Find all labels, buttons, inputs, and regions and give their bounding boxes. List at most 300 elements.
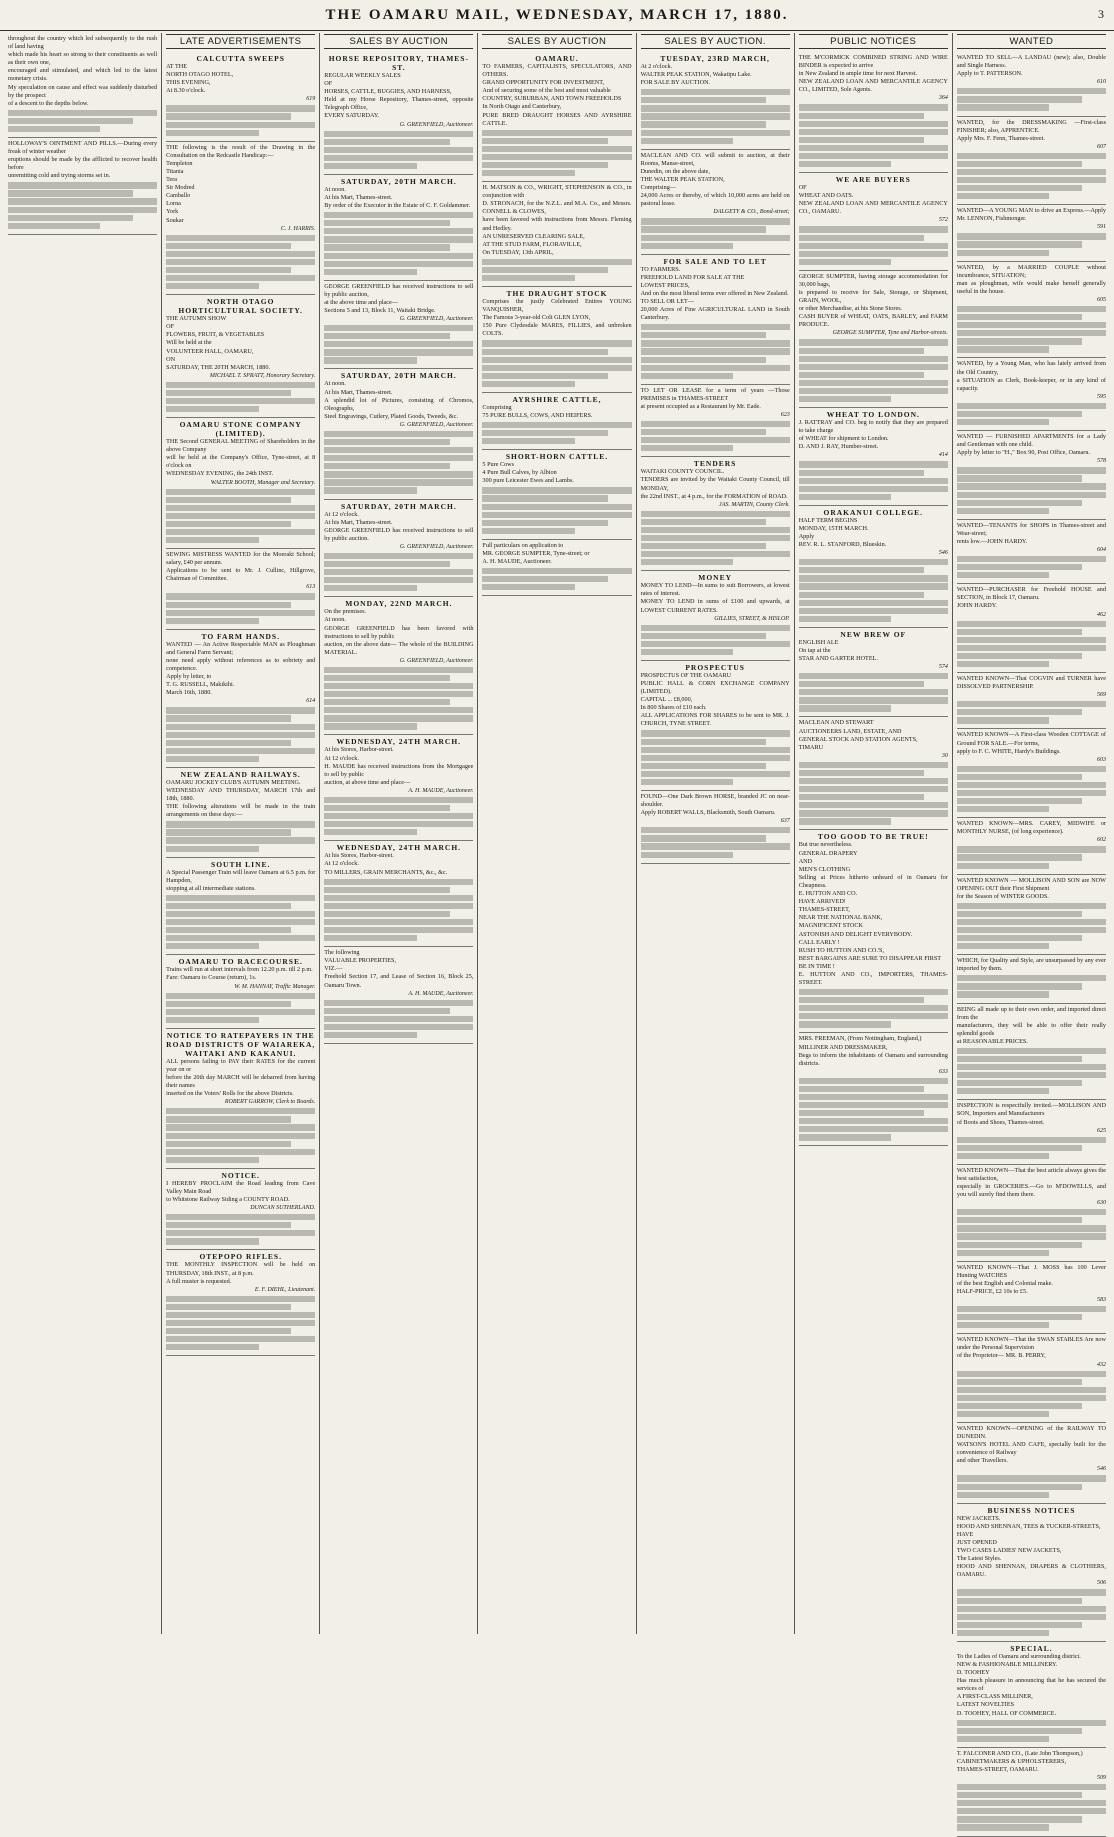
small-print-line xyxy=(957,1784,1106,1790)
small-print-line xyxy=(166,846,258,852)
ad-signature: 604 xyxy=(1096,547,1106,554)
advertisement xyxy=(957,358,1106,431)
ad-line: PURE BRED DRAUGHT HORSES AND AYRSHIRE CATTLE. xyxy=(482,111,632,127)
small-print-line xyxy=(957,177,1106,183)
small-print-line xyxy=(166,993,315,999)
ad-line: MRS. FREEMAN, (From Nottingham, England,) xyxy=(798,1035,922,1043)
ad-line: at the above time and place— xyxy=(324,298,398,306)
ad-body xyxy=(482,184,631,257)
ad-body xyxy=(799,719,948,751)
ad-line: D. TOOHEY xyxy=(956,1669,990,1677)
small-print-line xyxy=(482,430,607,436)
small-print-line xyxy=(166,513,315,519)
small-print-line xyxy=(166,593,315,599)
ad-line: RUSH TO HUTTON AND CO.'S, xyxy=(798,946,885,954)
ad-line: March 16th, 1880. xyxy=(166,689,212,697)
ad-line: At 8.30 o'clock. xyxy=(166,87,206,95)
small-print-line xyxy=(166,935,315,941)
small-print-line xyxy=(957,782,1106,788)
ad-line: Comprises the justly Celebrated Entires YOUNG VANQUISHER, xyxy=(482,298,632,314)
ad-body xyxy=(166,438,315,478)
small-print-line xyxy=(8,215,133,221)
small-print-line xyxy=(957,500,1082,506)
ad-signature: A. H. MAUDE, Auctioneer. xyxy=(408,787,474,794)
ad-line: Held at my Horse Repository, Thames-street, opposite Telegraph Office, xyxy=(324,96,474,112)
ad-line: 4 Pure Bull Calves, by Albion xyxy=(482,469,557,477)
ad-line: REGULAR WEEKLY SALES xyxy=(324,72,401,79)
small-print-line xyxy=(166,1017,258,1023)
advertisement xyxy=(166,142,315,295)
ad-signature: 607 xyxy=(1096,143,1106,150)
ad-line: But true nevertheless. xyxy=(798,841,853,849)
small-print-line xyxy=(324,691,473,697)
small-print-line xyxy=(641,373,733,379)
advertisement xyxy=(8,138,157,235)
ad-body xyxy=(482,461,631,485)
small-print-line xyxy=(957,492,1106,498)
advertisement xyxy=(957,117,1106,206)
small-print-line xyxy=(641,551,790,557)
ad-body xyxy=(957,877,1106,901)
advertisement xyxy=(957,818,1106,874)
small-print-line xyxy=(799,153,948,159)
ad-line: HALF-PRICE, £2 10s to £5. xyxy=(956,1287,1028,1295)
ad-line: CAPITAL ... £8,000, xyxy=(640,696,693,704)
small-print-line xyxy=(957,927,1106,933)
small-print-line xyxy=(957,621,1106,627)
ad-line: WANTED KNOWN—OPENING of the RAILWAY TO DUNEDIN. xyxy=(956,1425,1106,1441)
small-print-line xyxy=(482,349,607,355)
ad-line: D. TOOHEY, HALL OF COMMERCE. xyxy=(956,1709,1057,1717)
ad-line: HOOD AND SHENNAN, TEES & TUCKER-STREETS, xyxy=(956,1522,1101,1530)
small-print-line xyxy=(957,629,1082,635)
small-print-line xyxy=(8,223,100,229)
ad-line: FOR SALE BY AUCTION. xyxy=(640,79,711,87)
small-print-line xyxy=(799,243,948,249)
small-print-line xyxy=(324,155,473,161)
small-print-line xyxy=(957,911,1082,917)
ad-title: OAMARU STONE COMPANY (LIMITED). xyxy=(179,420,302,439)
small-print-line xyxy=(166,1149,315,1155)
ad-line: MACLEAN AND STEWART xyxy=(798,719,874,727)
small-print-line xyxy=(957,1225,1106,1231)
small-print-line xyxy=(166,529,315,535)
advertisement xyxy=(641,52,790,150)
ad-line: WANTED—TENANTS for SHOPS in Thames-street and Wear-street; xyxy=(956,521,1106,537)
small-print-line xyxy=(641,843,790,849)
small-print-line xyxy=(957,1816,1082,1822)
ad-title: NOTICE. xyxy=(221,1170,260,1180)
small-print-line xyxy=(641,527,790,533)
small-print-line xyxy=(641,421,790,427)
ad-signature: G. GREENFIELD, Auctioneer. xyxy=(399,657,474,664)
small-print-line xyxy=(641,445,733,451)
ad-line: H. MATSON & CO., WRIGHT, STEPHENSON & CO., in conjunction with xyxy=(482,184,632,200)
advertisement xyxy=(166,52,315,142)
advertisement xyxy=(957,520,1106,585)
ad-body xyxy=(324,511,473,543)
small-print-line xyxy=(799,113,924,119)
small-print-line xyxy=(166,1222,291,1228)
ad-line: of Boots and Shoes, Thames-street. xyxy=(956,1118,1045,1126)
small-print-line xyxy=(641,97,766,103)
ad-line: JUST OPENED xyxy=(956,1538,997,1546)
small-print-line xyxy=(957,1475,1106,1481)
ad-line: WEDNESDAY EVENING, the 24th INST. xyxy=(166,470,274,478)
ad-signature: 546 xyxy=(1096,1466,1106,1473)
ad-line: NEW ZEALAND LOAN AND MERCANTILE AGENCY CO., OAMARU. xyxy=(798,200,948,216)
ad-body xyxy=(324,949,473,989)
advertisement xyxy=(799,506,948,628)
ad-signature: ROBERT GARROW, Clerk to Boards. xyxy=(224,1099,316,1106)
ad-line: NEW ZEALAND LOAN AND MERCANTILE AGENCY CO., LIMITED, Sole Agents. xyxy=(798,78,948,94)
small-print-line xyxy=(641,852,733,858)
small-print-line xyxy=(324,1016,473,1022)
ad-signature: JAS. MARTIN, County Clerk. xyxy=(719,501,790,508)
small-print-line xyxy=(799,786,948,792)
ad-line: TO FARMERS. xyxy=(640,265,681,273)
small-print-line xyxy=(799,616,891,622)
small-print-line xyxy=(957,322,1106,328)
small-print-line xyxy=(166,1320,315,1326)
ad-line: On tap at the xyxy=(798,646,831,654)
column-heading: WANTED xyxy=(957,34,1106,49)
ad-line: rents low.—JOHN HARDY. xyxy=(956,537,1028,545)
ad-line: 20,000 Acres of Fine AGRICULTURAL LAND in South Canterbury. xyxy=(640,306,790,322)
small-print-line xyxy=(482,365,631,371)
small-print-line xyxy=(957,1614,1106,1620)
small-print-line xyxy=(799,129,948,135)
ad-line: CALL EARLY ! xyxy=(798,938,840,946)
ad-line: GEORGE SUMPTER, having storage accommodation for 30,000 bags, xyxy=(798,272,948,288)
ad-body xyxy=(482,404,631,420)
small-print-line xyxy=(482,138,607,144)
small-print-line xyxy=(482,267,607,273)
ad-title: SOUTH LINE. xyxy=(211,859,271,869)
ad-line: 5 Pure Cows xyxy=(482,461,515,469)
ad-line: At 12 o'clock. xyxy=(324,754,359,762)
small-print-line xyxy=(8,198,157,204)
masthead xyxy=(0,0,1114,31)
small-print-line xyxy=(957,1589,1106,1595)
advertisement xyxy=(641,385,790,458)
small-print-line xyxy=(641,835,766,841)
ad-line: in New Zealand in ample time for next Harvest. xyxy=(798,70,918,78)
ad-title: SATURDAY, 20TH MARCH. xyxy=(340,501,457,511)
small-print-line xyxy=(166,390,291,396)
small-print-line xyxy=(166,267,291,273)
ad-line: WANTED—A YOUNG MAN to drive an Express.—Apply Mr. LENNON, Fishmonger. xyxy=(956,207,1106,223)
ad-line: On TUESDAY, 13th APRIL, xyxy=(482,248,554,256)
small-print-line xyxy=(641,747,790,753)
small-print-line xyxy=(324,585,416,591)
ad-line: BE IN TIME ! xyxy=(798,962,835,970)
small-print-line xyxy=(799,673,948,679)
small-print-line xyxy=(799,470,924,476)
ad-line: 24,000 Acres or thereby, of which 10,000 acres are held on pastoral lease. xyxy=(640,192,790,208)
small-print-line xyxy=(482,259,631,265)
small-print-line xyxy=(799,1086,924,1092)
small-print-line xyxy=(957,935,1082,941)
ad-signature: 572 xyxy=(938,217,948,224)
small-print-line xyxy=(957,1145,1082,1151)
ad-line: The Famous 3-year-old Colt GLEN LYON, xyxy=(482,314,591,322)
ad-line: Apply by letter, to xyxy=(166,673,212,681)
small-print-line xyxy=(957,475,1082,481)
ad-line: TO FARMERS, CAPITALISTS, SPECULATORS, AND OTHERS. xyxy=(482,63,632,79)
ad-line: And of securing some of the best and most valuable xyxy=(482,87,611,95)
small-print-line xyxy=(957,1800,1106,1806)
ad-body xyxy=(641,468,790,500)
small-print-line xyxy=(324,813,473,819)
ad-signature: DALGETY & CO., Bond-street; xyxy=(713,209,790,216)
small-print-line xyxy=(799,1118,948,1124)
column-container xyxy=(4,33,1110,1782)
ad-line: to Whitstone Railway Siding a COUNTY ROAD. xyxy=(166,1196,290,1204)
ad-line: WANTED TO SELL—A LANDAU (new); also, Double and Single Harness. xyxy=(956,54,1106,70)
ad-body xyxy=(166,63,315,95)
masthead-title: THE OAMARU MAIL, WEDNESDAY, MARCH 17, 1880. xyxy=(325,7,789,23)
small-print-line xyxy=(482,487,631,493)
ad-body xyxy=(957,586,1106,610)
ad-line: York xyxy=(166,208,179,216)
ad-line: COUNTRY, SUBURBAN, AND TOWN FREEHOLDS xyxy=(482,95,622,103)
small-print-line xyxy=(166,740,291,746)
ad-line: D. AND J. RAY, Humber-street. xyxy=(798,443,879,451)
small-print-line xyxy=(166,1296,315,1302)
small-print-line xyxy=(799,1005,948,1011)
small-print-line xyxy=(957,338,1082,344)
small-print-line xyxy=(324,723,416,729)
small-print-line xyxy=(324,927,473,933)
advertisement xyxy=(799,271,948,408)
advertisement xyxy=(957,1504,1106,1642)
small-print-line xyxy=(957,241,1082,247)
small-print-line xyxy=(166,1141,291,1147)
ad-body xyxy=(957,264,1106,296)
ad-line: manufacturers, they will be able to offer their really splendid goods xyxy=(956,1021,1106,1037)
small-print-line xyxy=(799,380,948,386)
small-print-line xyxy=(957,661,1049,667)
small-print-line xyxy=(957,1306,1106,1312)
small-print-line xyxy=(166,610,315,616)
ad-body xyxy=(957,1006,1106,1046)
ad-line: AND xyxy=(798,857,813,865)
ad-title: NEW BREW OF xyxy=(840,629,907,639)
small-print-line xyxy=(482,381,574,387)
ad-line: will be held at the Company's Office, Tyne-street, at 8 o'clock on xyxy=(166,454,316,470)
ad-line: is prepared to receive for Sale, Storage, or Shipment, GRAIN, WOOL, xyxy=(798,289,948,305)
ad-body xyxy=(482,298,631,338)
ad-signature: 578 xyxy=(1096,458,1106,465)
ad-signature: C. J. HARRIS. xyxy=(280,225,316,232)
small-print-line xyxy=(324,1024,473,1030)
ad-signature: 462 xyxy=(1096,611,1106,618)
ad-line: At noon. xyxy=(324,616,346,624)
small-print-line xyxy=(957,983,1082,989)
small-print-line xyxy=(166,707,315,713)
small-print-line xyxy=(957,193,1049,199)
small-print-line xyxy=(324,131,473,137)
small-print-line xyxy=(166,275,315,281)
small-print-line xyxy=(957,185,1082,191)
small-print-line xyxy=(166,724,315,730)
ad-signature: 595 xyxy=(1096,393,1106,400)
ad-line: ON xyxy=(166,355,176,363)
small-print-line xyxy=(324,439,449,445)
ad-title: HORSE REPOSITORY, THAMES-ST. xyxy=(328,54,469,72)
small-print-line xyxy=(957,572,1049,578)
small-print-line xyxy=(799,818,891,824)
ad-title: NORTH OTAGO HORTICULTURAL SOCIETY. xyxy=(178,297,303,316)
ad-line: Applications to be sent to Mr. J. Cullinc, Hillgrove, Chairman of Committee. xyxy=(166,567,316,583)
ad-line: I HEREBY PROCLAIM the Road leading from Cave Valley Main Road xyxy=(166,1179,316,1195)
small-print-line xyxy=(166,406,258,412)
ad-line: NORTH OTAGO HOTEL, xyxy=(166,71,234,79)
ad-line: A full muster is requested. xyxy=(166,1277,232,1285)
column-3 xyxy=(319,33,477,1634)
small-print-line xyxy=(482,568,631,574)
small-print-line xyxy=(166,1009,315,1015)
small-print-line xyxy=(324,895,473,901)
ad-line: before the 20th day MARCH will be debarred from having their names xyxy=(166,1074,316,1090)
ad-body xyxy=(641,63,790,87)
ad-signature: WALTER BOOTH, Manager and Secretary. xyxy=(210,479,316,486)
ad-line: And on the most liberal terms ever offered in New Zealand. xyxy=(640,289,789,297)
ad-body xyxy=(641,672,790,729)
small-print-line xyxy=(166,1001,291,1007)
ad-line: TENDERS are invited by the Waitaki County Council, till MONDAY, xyxy=(640,476,790,492)
small-print-line xyxy=(641,113,790,119)
advertisement xyxy=(166,630,315,768)
small-print-line xyxy=(482,275,574,281)
small-print-line xyxy=(641,235,790,241)
small-print-line xyxy=(957,806,1049,812)
ad-signature: 630 xyxy=(1096,1200,1106,1207)
small-print-line xyxy=(8,182,157,188)
small-print-line xyxy=(641,105,790,111)
small-print-line xyxy=(166,748,315,754)
ad-line: MONEY TO LEND—In sums to suit Borrowers, at lowest rates of interest. xyxy=(640,582,790,598)
ad-title: SHORT-HORN CATTLE. xyxy=(505,452,609,462)
ad-line: Apply xyxy=(798,533,815,541)
small-print-line xyxy=(799,583,948,589)
ad-line: J. RATTRAY and CO. beg to notify that they are prepared to take charge xyxy=(798,419,948,435)
ad-body xyxy=(166,315,315,372)
ad-line: Camballo xyxy=(166,192,191,200)
ad-body xyxy=(957,1167,1106,1199)
ad-title: SPECIAL. xyxy=(1010,1643,1053,1653)
small-print-line xyxy=(957,1728,1082,1734)
small-print-line xyxy=(957,1630,1049,1636)
advertisement xyxy=(324,175,473,281)
ad-line: Apply ROBERT WALLS, Blacksmith, South Oamaru. xyxy=(640,809,776,817)
small-print-line xyxy=(166,821,315,827)
ad-title: THE DRAUGHT STOCK xyxy=(506,289,608,299)
advertisement xyxy=(957,262,1106,359)
ad-line: WEDNESDAY AND THURSDAY, MARCH 17th and 18th, 1880. xyxy=(166,787,316,803)
ad-line: A FIRST-CLASS MILLINER, xyxy=(956,1693,1033,1701)
ad-line: AUCTIONEERS LAND, ESTATE, AND xyxy=(798,727,902,735)
ad-line: of the best English and Colonial make. xyxy=(956,1279,1053,1287)
small-print-line xyxy=(641,633,766,639)
small-print-line xyxy=(957,1088,1049,1094)
small-print-line xyxy=(799,1021,891,1027)
ad-line: E. HUTTON AND CO., IMPORTERS, THAMES-STREET. xyxy=(798,970,948,987)
small-print-line xyxy=(324,821,473,827)
small-print-line xyxy=(166,911,315,917)
ad-line: MR. GEORGE SUMPTER, Tyne-street; or xyxy=(482,549,590,557)
ad-line: AN UNRESERVED CLEARING SALE, xyxy=(482,232,585,240)
small-print-line xyxy=(166,1214,315,1220)
advertisement xyxy=(166,955,315,1028)
ad-title: WEDNESDAY, 24TH MARCH. xyxy=(336,843,462,853)
ad-body xyxy=(641,793,790,817)
small-print-line xyxy=(641,625,790,631)
small-print-line xyxy=(957,1048,1106,1054)
ad-line: T. G. RUSSELL, Makikihi. xyxy=(166,681,235,689)
small-print-line xyxy=(957,653,1082,659)
small-print-line xyxy=(957,854,1082,860)
ad-line: STAR AND GARTER HOTEL. xyxy=(798,655,878,663)
ad-title: CALCUTTA SWEEPS xyxy=(196,54,285,63)
ad-line: have been favored with instructions from Messrs. Fleming and Hedley. xyxy=(482,216,632,232)
small-print-line xyxy=(324,228,473,234)
ad-line: WANTED KNOWN—That COGVIN and TURNER have DISSOLVED PARTNERSHIP. xyxy=(956,675,1106,691)
ad-body xyxy=(482,542,631,566)
ad-body xyxy=(957,54,1106,78)
advertisement xyxy=(324,597,473,735)
ad-line: FOUND—One Dark Brown HORSE, branded JC on near-shoulder. xyxy=(640,793,790,809)
small-print-line xyxy=(324,471,473,477)
ad-body xyxy=(166,1180,315,1204)
ad-signature: G. GREENFIELD, Auctioneer. xyxy=(399,121,474,128)
small-print-line xyxy=(957,943,1049,949)
small-print-line xyxy=(482,162,607,168)
ad-line: 150 Pure Clydesdale MARES, FILLIES, and unbroken COLTS. xyxy=(482,322,632,338)
small-print-line xyxy=(799,461,948,467)
small-print-line xyxy=(957,250,1049,256)
small-print-line xyxy=(324,561,449,567)
ad-line: At his Stores, Harbor-street. xyxy=(324,746,394,754)
small-print-line xyxy=(957,1250,1049,1256)
ad-line: At 12 o'clock. xyxy=(324,510,359,518)
ad-line: Apply Mrs. F. Fenn, Thames-street. xyxy=(956,134,1045,142)
small-print-line xyxy=(799,372,924,378)
ad-body xyxy=(641,152,790,209)
small-print-line xyxy=(957,1153,1049,1159)
small-print-line xyxy=(957,1808,1106,1814)
ad-line: FREEHOLD LAND FOR SALE AT THE xyxy=(640,273,745,281)
small-print-line xyxy=(324,463,449,469)
small-print-line xyxy=(166,756,258,762)
ad-signature: 364 xyxy=(938,95,948,102)
ad-line: THE M'CORMICK COMBINED STRING AND WIRE BINDER is expected to arrive xyxy=(798,54,948,70)
ad-line: MONDAY, 15TH MARCH. xyxy=(798,524,869,532)
advertisement xyxy=(166,1250,315,1356)
small-print-line xyxy=(957,169,1106,175)
advertisement xyxy=(641,661,790,791)
small-print-line xyxy=(799,689,948,695)
ad-line: WALTER PEAK STATION, Wakatipu Lake. xyxy=(640,71,752,79)
ad-body xyxy=(641,387,790,411)
ad-line: apply to F. C. WHITE, Hardy's Buildings. xyxy=(956,747,1061,755)
ad-line: WAITAKI COUNTY COUNCIL. xyxy=(640,468,725,476)
small-print-line xyxy=(166,895,315,901)
ad-line: Templeton xyxy=(166,159,193,167)
ad-body xyxy=(799,1035,948,1067)
ad-body xyxy=(799,54,948,94)
